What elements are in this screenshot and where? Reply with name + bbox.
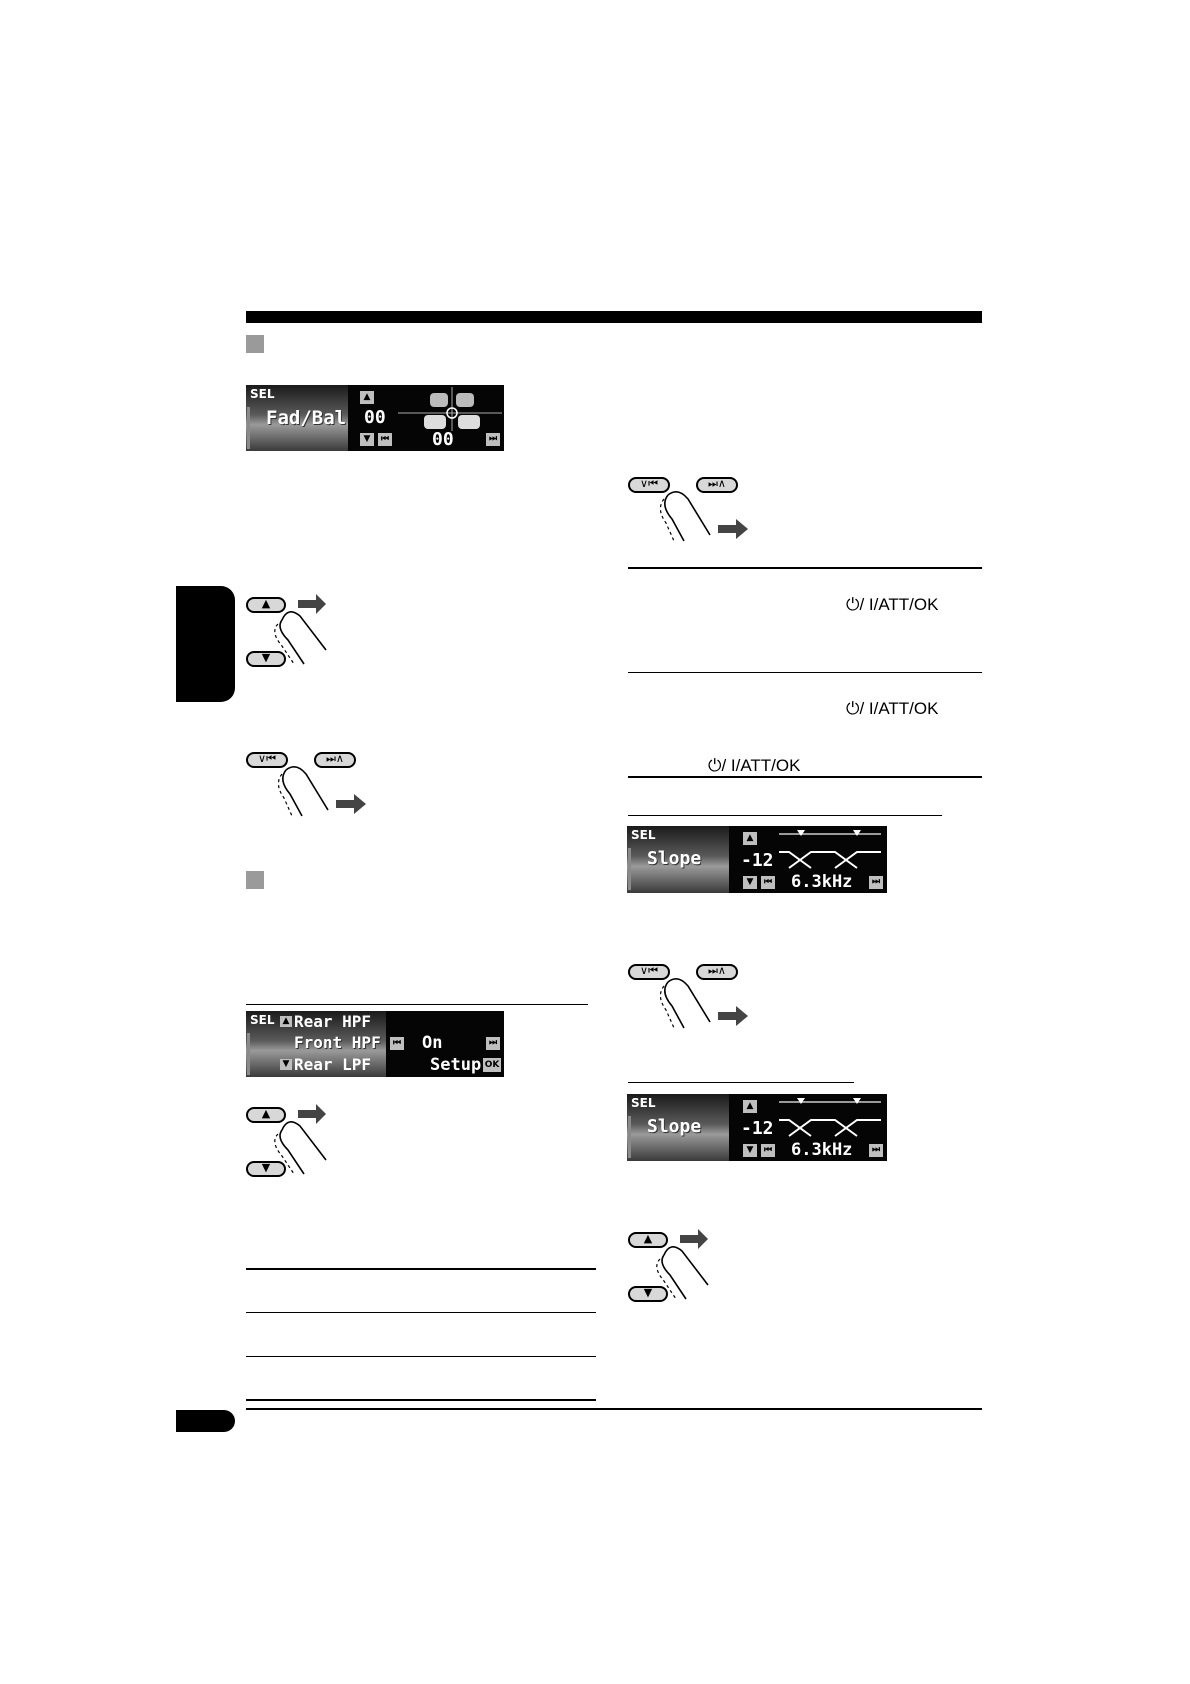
sel-indicator: SEL	[250, 1013, 275, 1027]
display-label: Fad/Bal	[266, 407, 347, 429]
prev-indicator-icon: ⏮	[761, 1144, 775, 1157]
up-button[interactable]: ▲	[246, 1107, 286, 1123]
frequency-value: 6.3kHz	[791, 872, 853, 892]
speaker-layout-icon	[398, 387, 502, 431]
header-rule	[246, 311, 982, 323]
slope-display-1	[627, 826, 887, 893]
table-rule	[246, 1312, 596, 1313]
att-ok-label: ⏻/ I/ATT/OK	[846, 595, 939, 614]
finger-icon	[270, 1100, 340, 1180]
slope-display-2	[627, 1094, 887, 1161]
divider	[628, 815, 942, 816]
fader-value: 00	[364, 407, 386, 428]
display-label: Slope	[647, 848, 702, 869]
up-indicator-icon: ▲	[743, 1100, 757, 1113]
table-rule	[246, 1268, 596, 1270]
up-indicator-icon: ▲	[743, 832, 757, 845]
down-indicator-icon: ▼	[743, 876, 757, 889]
menu-item-next: Rear LPF	[294, 1055, 372, 1074]
slope-curve-icon	[777, 1096, 883, 1140]
table-rule	[246, 1399, 596, 1401]
ok-indicator: OK	[484, 1060, 500, 1070]
down-button[interactable]: ▼	[246, 1161, 286, 1177]
up-indicator-icon: ▲	[360, 391, 374, 404]
divider	[628, 776, 982, 778]
page-number-tab	[176, 1410, 235, 1432]
down-indicator-icon: ▼	[360, 433, 374, 446]
table-rule	[246, 1356, 596, 1357]
display-label: Slope	[647, 1116, 702, 1137]
setup-label: Setup	[430, 1055, 482, 1075]
up-button[interactable]: ▲	[628, 1232, 668, 1248]
slope-value: -12	[741, 1118, 774, 1139]
balance-value: 00	[432, 429, 454, 450]
up-button[interactable]: ▲	[246, 597, 286, 613]
sel-indicator: SEL	[631, 828, 656, 842]
finger-icon	[658, 976, 754, 1032]
next-button[interactable]: ⏭∧	[696, 964, 738, 980]
fad-bal-display	[246, 385, 504, 451]
menu-item-prev: Rear HPF	[294, 1012, 372, 1031]
language-side-tab	[176, 586, 235, 702]
down-indicator-icon: ▼	[280, 1059, 292, 1070]
divider	[628, 672, 982, 673]
prev-button[interactable]: ∨⏮	[628, 477, 670, 493]
slope-curve-icon	[777, 828, 883, 872]
next-button[interactable]: ⏭∧	[696, 477, 738, 493]
menu-item-current: Front HPF	[294, 1033, 381, 1052]
down-button[interactable]: ▼	[628, 1286, 668, 1302]
prev-button[interactable]: ∨⏮	[628, 964, 670, 980]
section-marker-fader-balance	[246, 335, 264, 353]
next-indicator-icon: ⏭	[486, 1037, 500, 1050]
hpf-display	[246, 1011, 504, 1077]
prev-button[interactable]: ∨⏮	[246, 752, 288, 768]
down-indicator-icon: ▼	[743, 1144, 757, 1157]
section-marker-filter	[246, 871, 264, 889]
sel-indicator: SEL	[631, 1096, 656, 1110]
sel-indicator: SEL	[250, 387, 275, 401]
next-indicator-icon: ⏭	[486, 433, 500, 446]
att-ok-label: ⏻/ I/ATT/OK	[708, 756, 801, 775]
slope-value: -12	[741, 850, 774, 871]
att-ok-label: ⏻/ I/ATT/OK	[846, 699, 939, 718]
divider	[628, 1082, 854, 1083]
next-indicator-icon: ⏭	[869, 876, 883, 889]
next-indicator-icon: ⏭	[869, 1144, 883, 1157]
prev-indicator-icon: ⏮	[378, 433, 392, 446]
finger-icon	[658, 489, 754, 545]
divider	[246, 1004, 588, 1005]
finger-icon	[652, 1225, 722, 1305]
finger-icon	[276, 764, 372, 820]
next-button[interactable]: ⏭∧	[314, 752, 356, 768]
setting-value: On	[422, 1033, 443, 1053]
frequency-value: 6.3kHz	[791, 1140, 853, 1160]
up-indicator-icon: ▲	[280, 1016, 292, 1027]
finger-icon	[270, 590, 340, 670]
prev-indicator-icon: ⏮	[390, 1037, 404, 1050]
footer-rule	[246, 1408, 982, 1410]
prev-indicator-icon: ⏮	[761, 876, 775, 889]
divider	[628, 567, 982, 569]
down-button[interactable]: ▼	[246, 651, 286, 667]
